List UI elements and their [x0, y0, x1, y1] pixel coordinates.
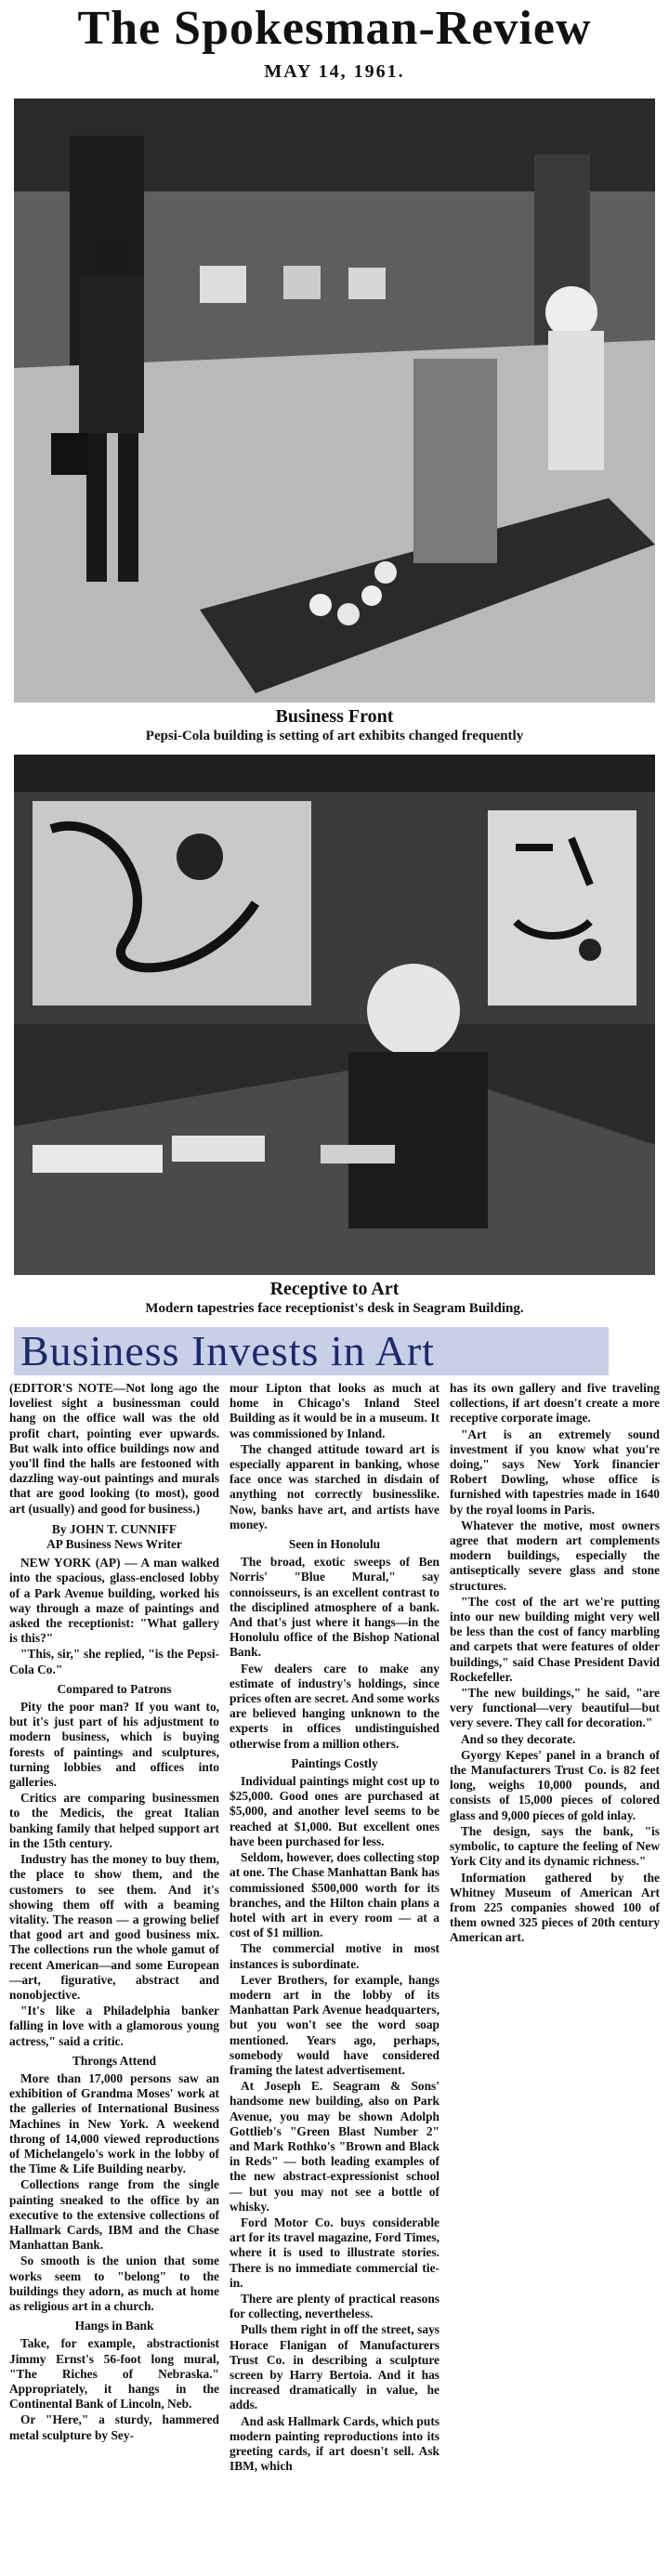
article-column-2 [230, 1381, 439, 2475]
paragraph: The broad, exotic sweeps of Ben Norris' "Blue Mural," say connoisseurs, is an excellent contrast to the disciplined atmosphere of a bank. And that's just where it hangs—in the Honolulu office of the Bishop National Bank. [230, 1555, 439, 1660]
subhead: Seen in Honolulu [288, 1537, 381, 1552]
paragraph: "This, sir," she replied, "is the Pepsi-Cola Co." [9, 1647, 219, 1676]
paragraph: And so they decorate. [461, 1731, 576, 1746]
paragraph: Pity the poor man? If you want to, but it's just part of his adjustment to modern business, which is buying forests of paintings and sculptures, turning lobbies and offices into galleries. [9, 1700, 219, 1790]
paragraph: At Joseph E. Seagram & Sons' handsome new building, also on Park Avenue, you may be shown Adolph Gottlieb's "Green Blast Number 2" and Mark Rothko's "Brown and Black in Reds" — both leading examples of the new abstract-expressionist school — but you may not see a bottle of whisky. [230, 2079, 439, 2214]
photo2-title: Receptive to Art [269, 1279, 400, 1299]
paragraph: Industry has the money to buy them, the place to show them, and the customers to see them. And it's showing them off with a beaming vitality. The reason — a growing belief that good art and good business mix. The collections run the whole gamut of recent American—and some European—art, figurative, abstract and nonobjective. [9, 1852, 219, 2002]
paragraph: Take, for example, abstractionist Jimmy Ernst's 56-foot long mural, "The Riches of Nebraska." Appropriately, it hangs in the Continental Bank of Lincoln, Neb. [9, 2336, 219, 2412]
headline: Business Invests in Art [20, 1327, 435, 1374]
paragraph: has its own gallery and five traveling collections, if art doesn't create a more receptive corporate image. [450, 1381, 660, 1426]
subhead: Compared to Patrons [57, 1681, 172, 1696]
paragraph: Collections range from the single painting sneaked to the office by an executive to the extensive collections of Hallmark Cards, IBM and the Chase Manhattan Bank. [9, 2177, 219, 2253]
paragraph: mour Lipton that looks as much at home in Chicago's Inland Steel Building as it would be in a museum. It was commissioned by Inland. [230, 1381, 439, 1440]
paragraph: Gyorgy Kepes' panel in a branch of the Manufacturers Trust Co. is 82 feet long, weighs 10,000 pounds, and consists of 15,000 pieces of colored glass and 9,000 pieces of gold inlay. [450, 1747, 660, 1822]
paragraph: More than 17,000 persons saw an exhibition of Grandma Moses' work at the galleries of International Business Machines in New York. A weekend throng of 14,000 viewed reproductions of Michelangelo's work in the lobby of the Time & Life Building nearby. [9, 2070, 219, 2176]
paragraph: And ask Hallmark Cards, which puts modern painting reproductions into its greeting cards, if art doesn't sell. Ask IBM, which [230, 2413, 439, 2474]
byline: By JOHN T. CUNNIFF [51, 1521, 177, 1536]
paragraph: Few dealers care to make any estimate of industry's holdings, since prices often are secret. And some works are believed hanging unknown to the experts in offices undistinguished otherwise from a million others. [230, 1661, 439, 1751]
paragraph: Whatever the motive, most owners agree that modern art complements modern buildings, especially the antiseptically severe glass and stone structures. [450, 1518, 660, 1593]
paragraph: Information gathered by the Whitney Museum of American Art from 225 companies showed 100 of them owned 325 pieces of 20th century American art. [450, 1870, 660, 1945]
paragraph: "The new buildings," he said, "are very functional—very beautiful—but very severe. They call for decoration." [450, 1686, 660, 1730]
paragraph: "The cost of the art we're putting into our new building might very well be less than the cost of fancy marbling and carpets that were features of older buildings," said Chase President David Rockefeller. [450, 1594, 660, 1684]
paragraph: Lever Brothers, for example, hangs modern art in the lobby of its Manhattan Park Avenue headquarters, but you won't see the word soap mentioned. Years ago, perhaps, somebody would have considered framing the latest advertisement. [230, 1972, 439, 2077]
article-column-3 [450, 1381, 660, 1947]
article-column-1 [9, 1381, 219, 2444]
subhead: Hangs in Bank [74, 2319, 154, 2333]
subhead: Throngs Attend [72, 2053, 157, 2068]
photo1-title: Business Front [275, 706, 394, 727]
paragraph: The changed attitude toward art is especially apparent in banking, whose face once was starched in disdain of anything not correctly businesslike. Now, banks have art, and artists have money. [230, 1441, 439, 1531]
photo2-caption: Modern tapestries face receptionist's desk in Seagram Building. [145, 1301, 524, 1316]
paragraph: There are plenty of practical reasons for collecting, nevertheless. [230, 2291, 439, 2321]
issue-date: MAY 14, 1961. [264, 61, 405, 82]
paragraph: NEW YORK (AP) — A man walked into the spacious, glass-enclosed lobby of a Park Avenue building, worked his way through a maze of paintings and asked the receptionist: "What gallery is this?" [9, 1556, 219, 1646]
paragraph: Critics are comparing businessmen to the Medicis, the great Italian banking family that helped support art in the 15th century. [9, 1791, 219, 1850]
paragraph: "It's like a Philadelphia banker falling in love with a glamorous young actress," said a critic. [9, 2004, 219, 2048]
tapestry-right [488, 810, 636, 1005]
tapestry-left [33, 801, 311, 1005]
paragraph: "Art is an extremely sound investment if you know what you're doing," says New York financier Robert Dowling, whose office is furnished with tapestries made in 1640 by the royal looms in Paris. [450, 1426, 660, 1517]
photo-business-front [14, 99, 655, 703]
editors-note: (EDITOR'S NOTE—Not long ago the loveliest sight a businessman could hang on the office wall was the old profit chart, pointing ever upwards. But walk into office buildings now and you'll find the halls are festooned with dazzling way-out paintings and murals that are good looking (to most), good art (usually) and good for business.) [9, 1381, 219, 1516]
masthead: The Spokesman-Review [77, 2, 592, 55]
paragraph: The design, says the bank, "is symbolic, to capture the feeling of New York City and its dynamic richness." [450, 1823, 660, 1869]
paragraph: Seldom, however, does collecting stop at one. The Chase Manhattan Bank has commissioned $500,000 worth for its branches, and the Hilton chain plans a hotel with art in every room — at a cost of $1 million. [230, 1850, 439, 1940]
subhead: Paintings Costly [291, 1755, 378, 1770]
paragraph: So smooth is the union that some works seem to "belong" to the buildings they adorn, as much at home as religious art in a church. [9, 2254, 219, 2313]
paragraph: Or "Here," a sturdy, hammered metal sculpture by Sey- [9, 2412, 219, 2442]
paragraph: Ford Motor Co. buys considerable art for its travel magazine, Ford Times, where it is used to illustrate stories. There is no immediate commercial tie-in. [230, 2215, 439, 2290]
paragraph: Individual paintings might cost up to $25,000. Good ones are purchased at $5,000, and another level seems to be reached at $1,000. But excellent ones have been purchased for less. [230, 1774, 439, 1848]
paragraph: The commercial motive in most instances is subordinate. [230, 1941, 439, 1971]
paragraph: Pulls them right in off the street, says Horace Flanigan of Manufacturers Trust Co. in describing a sculpture screen by Harry Bertoia. And it has increased dramatically in value, he adds. [230, 2322, 439, 2412]
photo1-caption: Pepsi-Cola building is setting of art exhibits changed frequently [145, 729, 524, 743]
photo-receptive-to-art [14, 755, 655, 1275]
byline-title: AP Business News Writer [46, 1537, 182, 1552]
